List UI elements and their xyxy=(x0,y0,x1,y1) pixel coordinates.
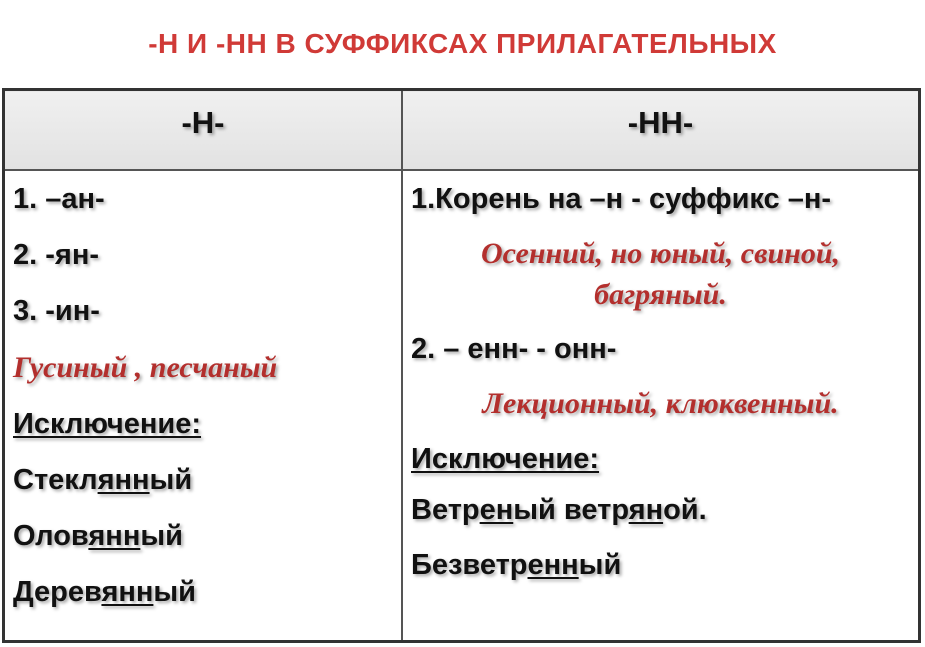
header-nn: -НН- xyxy=(627,105,694,140)
exception-word: Оловянный xyxy=(13,520,183,552)
rule-root-n: 1.Корень на –н - суффикс –н- xyxy=(411,183,832,215)
header-n: -Н- xyxy=(181,105,225,140)
page-title: -Н И -НН В СУФФИКСАХ ПРИЛАГАТЕЛЬНЫХ xyxy=(148,28,777,59)
column-n xyxy=(4,170,403,642)
header-cell-nn xyxy=(402,90,920,171)
suffix-table xyxy=(2,88,921,643)
exception-words-nn: Ветреный ветряной. xyxy=(411,493,707,526)
column-nn xyxy=(402,170,920,642)
exception-label-n: Исключение: xyxy=(13,408,202,440)
header-cell-n xyxy=(4,90,403,171)
rule-yan: 2. -ян- xyxy=(13,239,99,271)
rule-an: 1. –ан- xyxy=(13,183,105,215)
exception-word-nn: Безветренный xyxy=(411,548,622,581)
exception-word: Стеклянный xyxy=(13,464,193,496)
rule-in: 3. -ин- xyxy=(13,295,100,327)
exception-label-nn: Исключение: xyxy=(411,442,600,475)
rule-enn-onn: 2. – енн- - онн- xyxy=(411,333,617,365)
examples-n: Гусиный , песчаный xyxy=(13,351,278,384)
examples-enn-onn: Лекционный, клюквенный. xyxy=(482,387,839,420)
examples-root-n: Осенний, но юный, свиной, багряный. xyxy=(480,237,841,311)
exception-word: Деревянный xyxy=(13,576,196,608)
